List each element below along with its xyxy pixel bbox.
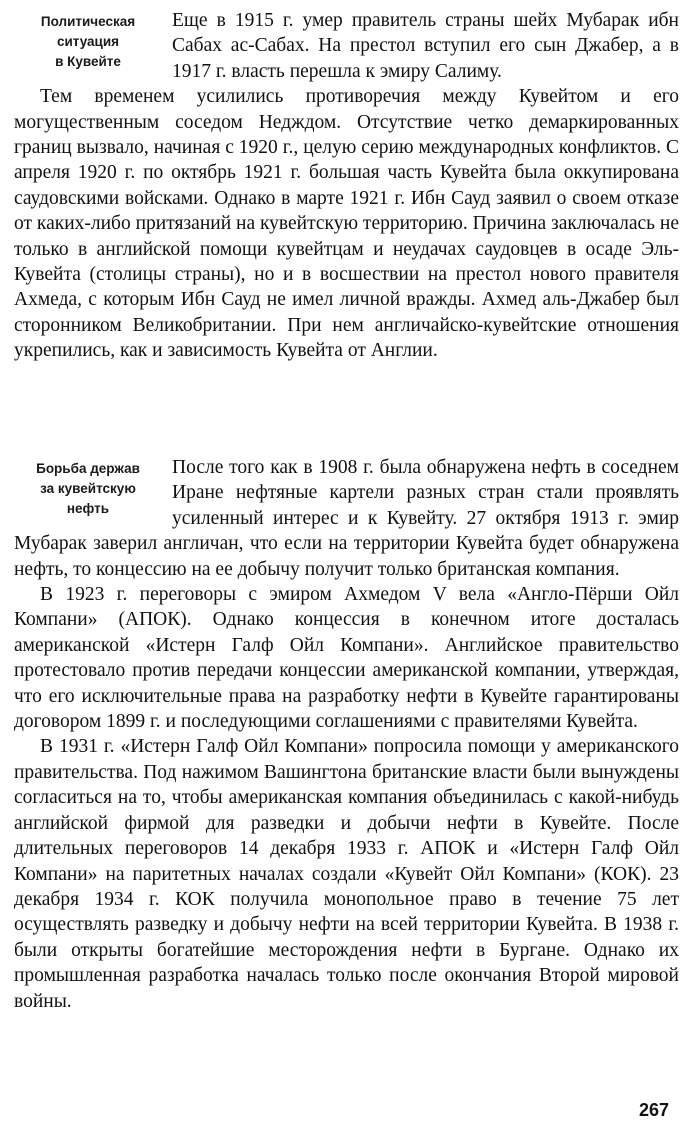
paragraph: В 1931 г. «Истерн Галф Ойл Компани» попросила помощи у американского правительства. Под нажимом Вашингтона британские власти были вынуждены согласиться на то, чтобы американская компания объединилась с какой-нибудь английской фирмой для разведки и добычи нефти в Кувейте. После длительных переговоров 14 декабря 1933 г. АПОК и «Истерн Галф Ойл Компани» на паритетных началах создали «Кувейт Ойл Компани» (КОК). 23 декабря 1934 г. КОК получила монопольное право в течение 75 лет осуществлять разведку и добычу нефти на всей территории Кувейта. В 1938 г. были открыты богатейшие месторождения нефти в Бургане. Однако их промышленная разработка началась только после окончания Второй мировой войны. [14, 736, 679, 1012]
side-heading-line: Политическая [40, 14, 136, 29]
section-oil-struggle [14, 455, 679, 1014]
page-number: 267 [638, 1100, 669, 1120]
side-heading-line: Борьба держав [36, 461, 140, 476]
side-heading [14, 459, 162, 519]
paragraph: Тем временем усилились противоречия между Кувейтом и его могущественным соседом Недждом. Отсутствие четко демаркированных границ вызвало, начиная с 1920 г., целую серию международных конфликтов. С апреля 1920 г. по октябрь 1921 г. большая часть Кувейта была оккупирована саудовскими войсками. Однако в марте 1921 г. Ибн Сауд заявил о своем отказе от каких-либо притязаний на кувейтскую территорию. Причина заключалась не только в английской помощи кувейтцам и неудачах саудовцев в осаде Эль-Кувейта (столицы страны), но и в восшествии на престол нового правителя Ахмеда, с которым Ибн Сауд не имел личной вражды. Ахмед аль-Джабер был сторонником Великобритании. При нем англичайско-кувейтские отношения укрепились, как и зависимость Кувейта от Англии. [14, 86, 679, 362]
side-heading [14, 12, 162, 72]
paragraph: Еще в 1915 г. умер правитель страны шейх Мубарак ибн Сабах ас-Сабах. На престол вступил его сын Джабер, а в 1917 г. власть перешла к эмиру Салиму. [172, 10, 679, 82]
side-heading-line: в Кувейте [55, 54, 121, 69]
section-political-situation [14, 8, 679, 364]
paragraph: В 1923 г. переговоры с эмиром Ахмедом V вела «Англо-Пёрши Ойл Компани» (АПОК). Однако концессия в конечном итоге досталась американской «Истерн Галф Ойл Компани». Английское правительство протестовало против передачи концессии американской компании, утверждая, что его исключительные права на разработку нефти в Кувейте гарантированы договором 1899 г. и последующими соглашениями с правителями Кувейта. [14, 584, 679, 733]
side-heading-line: за кувейтскую [40, 481, 136, 496]
paragraph: После того как в 1908 г. была обнаружена нефть в соседнем Иране нефтяные картели разных стран стали проявлять усиленный интерес и к Кувейту. 27 октября 1913 г. эмир Мубарак заверил англичан, что если на территории Кувейта будет обнаружена нефть, то концессию на ее добычу получит только британская компания. [14, 457, 679, 580]
side-heading-line: нефть [66, 501, 110, 516]
side-heading-line: ситуация [56, 34, 120, 49]
